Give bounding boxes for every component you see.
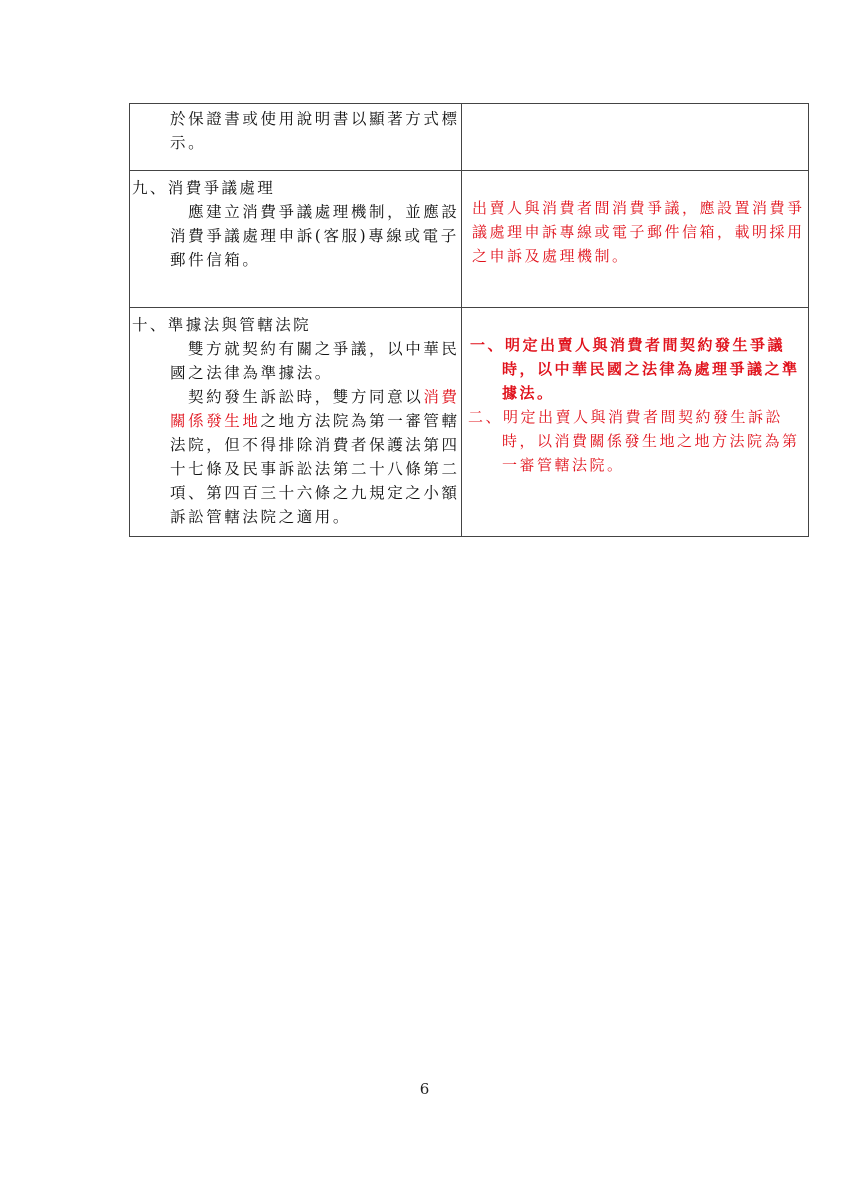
text-line: 法院，但不得排除消費者保護法第四 [170, 436, 460, 454]
page-number: 6 [419, 1080, 430, 1098]
text-line [130, 409, 461, 433]
red-text-segment: 關係發生地 [170, 412, 261, 430]
red-text-line: 一審管轄法院。 [502, 456, 625, 474]
comparison-table [129, 103, 809, 537]
text-line: 示。 [170, 134, 207, 152]
red-text-segment: 消費 [423, 388, 460, 406]
row1-left-cell [130, 104, 462, 171]
red-bold-text-line: 據法。 [502, 384, 555, 402]
red-text-line: 時，以消費關係發生地之地方法院為第 [502, 432, 800, 450]
text-line: 於保證書或使用說明書以顯著方式標 [170, 110, 460, 128]
red-item-2: 二、明定出賣人與消費者間契約發生訴訟 [468, 408, 784, 426]
text-line: 國之法律為準據法。 [170, 364, 333, 382]
text-line: 郵件信箱。 [170, 251, 261, 269]
red-bold-item-1: 一、明定出賣人與消費者間契約發生爭議 [470, 336, 786, 354]
text-line: 消費爭議處理申訴(客服)專線或電子 [170, 227, 459, 245]
text-line: 項、第四百三十六條之九規定之小額 [170, 484, 460, 502]
row3-right-cell [462, 308, 809, 537]
table-row [130, 104, 809, 171]
row2-left-cell [130, 171, 462, 308]
red-bold-text-line: 時，以中華民國之法律為處理爭議之準 [502, 360, 800, 378]
text-line: 應建立消費爭議處理機制，並應設 [188, 203, 460, 221]
text-segment: 契約發生訴訟時，雙方同意以 [188, 388, 424, 406]
text-line: 十七條及民事訴訟法第二十八條第二 [170, 460, 460, 478]
text-segment: 之地方法院為第一審管轄 [260, 412, 460, 430]
red-text-line: 之申訴及處理機制。 [472, 247, 630, 265]
row2-right-cell [462, 171, 809, 308]
text-line: 雙方就契約有關之爭議，以中華民 [188, 340, 460, 358]
table-row [130, 171, 809, 308]
section-heading-10: 十、準據法與管轄法院 [132, 316, 312, 334]
text-line [130, 385, 461, 409]
red-text-line: 出賣人與消費者間消費爭議，應設置消費爭 [472, 199, 805, 217]
red-text-line: 議處理申訴專線或電子郵件信箱，載明採用 [472, 223, 805, 241]
row3-left-cell [130, 308, 462, 537]
table-row [130, 308, 809, 537]
row1-right-cell [462, 104, 809, 171]
text-line: 訴訟管轄法院之適用。 [170, 508, 352, 526]
section-heading-9: 九、消費爭議處理 [132, 179, 276, 197]
